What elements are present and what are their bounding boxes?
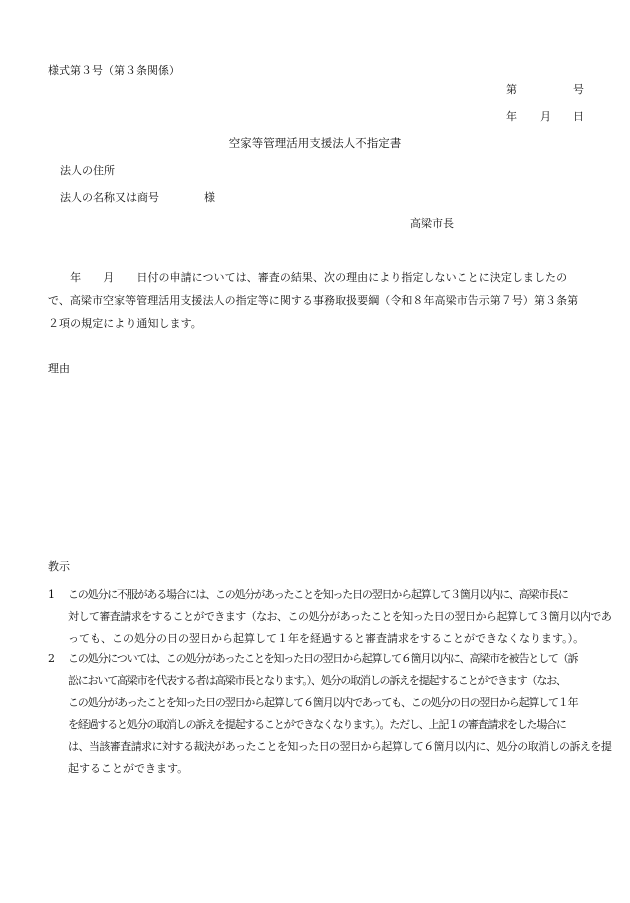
instruction-text xyxy=(68,648,611,780)
instruction-line: この処分については、この処分があったことを知った日の翌日から起算して６箇月以内に、高梁市を被告として（訴 xyxy=(68,652,578,665)
recipient-name-label: 法人の名称又は商号 xyxy=(60,191,159,204)
instruction-line: この処分があったことを知った日の翌日から起算して６箇月以内であっても、この処分の日の翌日から起算して１年 xyxy=(68,696,578,709)
document-title: 空家等管理活用支援法人不指定書 xyxy=(228,136,402,150)
instruction-number: 1 xyxy=(48,588,55,601)
instruction-text xyxy=(68,584,611,650)
instruction-number: 2 xyxy=(48,652,55,665)
date-month: 月 xyxy=(540,110,551,123)
body-line: 年 月 日付の申請については、審査の結果、次の理由により指定しないことに決定しましたの xyxy=(48,271,568,284)
instruction-line: 対して審査請求をすることができます（なお、この処分があったことを知った日の翌日から起算して３箇月以内であ xyxy=(68,610,612,623)
instruction-line: を経過すると処分の取消しの訴えを提起することができなくなります。）。ただし、上記１の審査請求をした場合に xyxy=(68,718,566,731)
recipient-honorific: 様 xyxy=(204,191,215,204)
date-day: 日 xyxy=(573,110,584,123)
instruction-line: この処分に不服がある場合には、この処分があったことを知った日の翌日から起算して３箇月以内に、高梁市長に xyxy=(68,588,568,601)
instruction-line: っても、この処分の日の翌日から起算して１年を経過すると審査請求をすることができなくなります。）。 xyxy=(68,632,585,645)
instruction-line: 訟において高梁市を代表する者は高梁市長となります。）、処分の取消しの訴えを提起することができます（なお、 xyxy=(68,674,566,687)
instruction-label: 教示 xyxy=(48,560,70,573)
date-year: 年 xyxy=(506,110,517,123)
reason-label: 理由 xyxy=(48,362,70,375)
body-paragraph xyxy=(48,266,588,335)
instruction-line: は、当該審査請求に対する裁決があったことを知った日の翌日から起算して６箇月以内に、処分の取消しの訴えを提 xyxy=(68,740,612,753)
body-line: で、高梁市空家等管理活用支援法人の指定等に関する事務取扱要綱（令和８年高梁市告示第７号）第３条第 xyxy=(48,294,579,307)
instruction-line: 起することができます。 xyxy=(68,762,189,775)
recipient-address-label: 法人の住所 xyxy=(60,164,115,177)
form-label: 様式第３号（第３条関係） xyxy=(48,64,180,77)
doc-number-suffix: 号 xyxy=(573,83,584,96)
doc-number-prefix: 第 xyxy=(506,83,517,96)
issuer-name: 高梁市長 xyxy=(410,217,454,230)
body-line: ２項の規定により通知します。 xyxy=(48,317,202,330)
